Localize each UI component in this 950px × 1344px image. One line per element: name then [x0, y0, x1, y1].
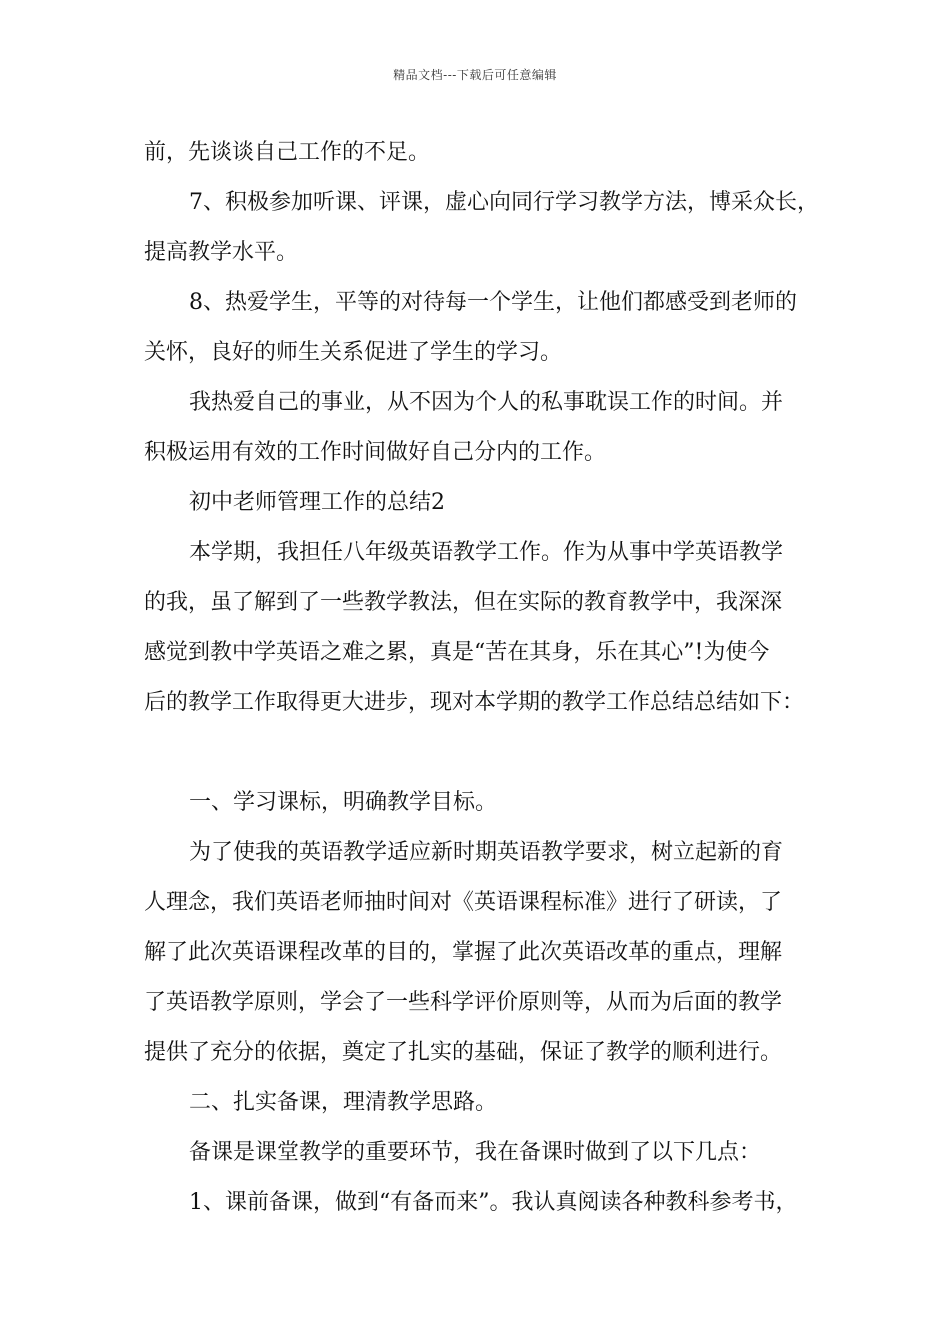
paragraph-line: 后的教学工作取得更大进步，现对本学期的教学工作总结总结如下： [144, 690, 805, 715]
paragraph-line: 提供了充分的依据，奠定了扎实的基础，保证了教学的顺利进行。 [144, 1040, 783, 1065]
paragraph-line: 关怀，良好的师生关系促进了学生的学习。 [144, 340, 563, 365]
section-heading: 一、学习课标，明确教学目标。 [189, 790, 498, 815]
paragraph-line: 为了使我的英语教学适应新时期英语教学要求，树立起新的育 [189, 840, 784, 865]
paragraph-line: 解了此次英语课程改革的目的，掌握了此次英语改革的重点，理解 [144, 940, 783, 965]
paragraph-line: 的我，虽了解到了一些教学教法，但在实际的教育教学中，我深深 [144, 590, 783, 615]
paragraph-line: 前，先谈谈自己工作的不足。 [144, 140, 431, 165]
paragraph-line: 积极运用有效的工作时间做好自己分内的工作。 [144, 440, 607, 465]
paragraph-line: 8、热爱学生，平等的对待每一个学生，让他们都感受到老师的 [189, 290, 797, 315]
paragraph-line: 1、课前备课，做到“有备而来”。我认真阅读各种教科参考书， [189, 1190, 798, 1215]
document-body [144, 128, 820, 1228]
paragraph-line: 提高教学水平。 [144, 240, 299, 265]
page-header: 精品文档---下载后可任意编辑 [393, 68, 557, 82]
paragraph-line: 我热爱自己的事业，从不因为个人的私事耽误工作的时间。并 [189, 390, 784, 415]
paragraph-line: 备课是课堂教学的重要环节，我在备课时做到了以下几点： [189, 1140, 762, 1165]
blank-line [144, 728, 820, 778]
paragraph-line: 7、积极参加听课、评课，虚心向同行学习教学方法，博采众长， [189, 190, 819, 215]
section-heading: 二、扎实备课，理清教学思路。 [189, 1090, 498, 1115]
section-title: 初中老师管理工作的总结2 [189, 490, 445, 515]
paragraph-line: 感觉到教中学英语之难之累，真是“苦在其身，乐在其心”!为使今 [144, 640, 770, 665]
paragraph-line: 了英语教学原则，学会了一些科学评价原则等，从而为后面的教学 [144, 990, 783, 1015]
paragraph-line: 人理念，我们英语老师抽时间对《英语课程标准》进行了研读，了 [144, 890, 783, 915]
paragraph-line: 本学期，我担任八年级英语教学工作。作为从事中学英语教学 [189, 540, 784, 565]
